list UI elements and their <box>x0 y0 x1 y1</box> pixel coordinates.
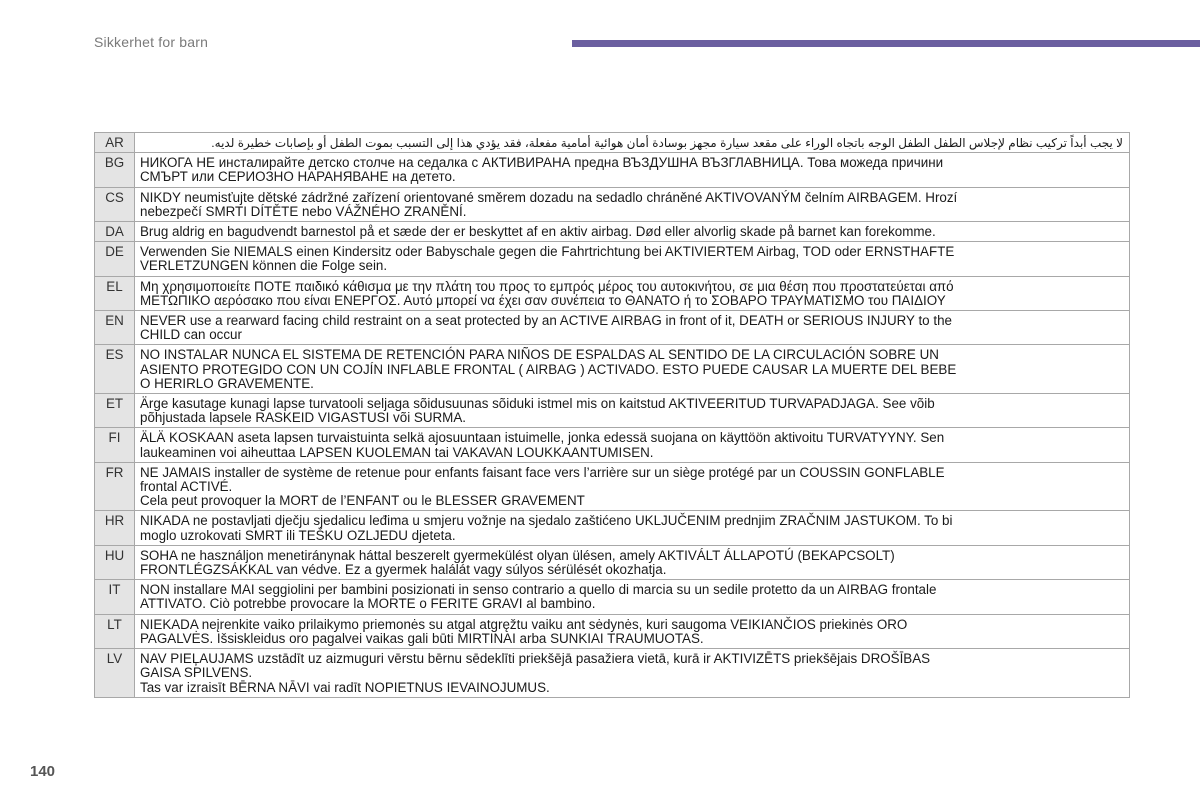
table-row <box>95 428 1130 462</box>
table-row <box>95 462 1130 511</box>
language-code: EL <box>95 276 135 310</box>
language-code: FR <box>95 462 135 511</box>
warning-text: НИКОГА НЕ инсталирайте детско столче на седалка с АКТИВИРАНА предна ВЪЗДУШНА ВЪЗГЛАВНИЦА. Това можеда причини СМЪРТ или СЕРИОЗНО НАРАНЯВАНЕ на детето. <box>135 153 1130 187</box>
table-row <box>95 276 1130 310</box>
warning-text: NO INSTALAR NUNCA EL SISTEMA DE RETENCIÓN PARA NIÑOS DE ESPALDAS AL SENTIDO DE LA CIRCULACIÓN SOBRE UN ASIENTO PROTEGIDO CON UN COJÍN INFLABLE FRONTAL ( AIRBAG ) ACTIVADO. ESTO PUEDE CAUSAR LA MUERTE DEL BEBE O HERIRLO GRAVEMENTE. <box>135 345 1130 394</box>
table-row <box>95 614 1130 648</box>
warning-text: NIEKADA neįrenkite vaiko prilaikymo priemonės su atgal atgręžtu vaiku ant sėdynės, kuri saugoma VEIKIANČIOS priekinės ORO PAGALVĖS. Išsiskleidus oro pagalvei vaikas gali būti MIRTINAI arba SUNKIAI TRAUMUOTAS. <box>135 614 1130 648</box>
language-code: DE <box>95 242 135 276</box>
warning-text: Μη χρησιμοποιείτε ΠΟΤΕ παιδικό κάθισμα με την πλάτη του προς το εμπρός μέρος του αυτοκινήτου, σε μια θέση που προστατεύεται από ΜΕΤΩΠΙΚΟ αερόσακο που είναι ΕΝΕΡΓΟΣ. Αυτό μπορεί να έχει σαν συνέπεια το ΘΑΝΑΤΟ ή το ΣΟΒΑΡΟ ΤΡΑΥΜΑΤΙΣΜΟ του ΠΑΙΔΙΟΥ <box>135 276 1130 310</box>
header-accent-bar <box>572 40 1200 47</box>
language-code: HU <box>95 545 135 579</box>
table-row <box>95 580 1130 614</box>
language-code: FI <box>95 428 135 462</box>
language-code: BG <box>95 153 135 187</box>
language-code: AR <box>95 133 135 153</box>
warning-text: Brug aldrig en bagudvendt barnestol på et sæde der er beskyttet af en aktiv airbag. Død eller alvorlig skade på barnet kan forekomme. <box>135 222 1130 242</box>
language-code: HR <box>95 511 135 545</box>
table-row <box>95 311 1130 345</box>
table-row <box>95 187 1130 221</box>
table-row <box>95 649 1130 698</box>
warning-text: NAV PIEĻAUJAMS uzstādīt uz aizmuguri vērstu bērnu sēdeklīti priekšējā pasažiera vietā, kurā ir AKTIVIZĒTS priekšējais DROŠĪBAS GAISA SPILVENS. Tas var izraisīt BĒRNA NĀVI vai radīt NOPIETNUS IEVAINOJUMUS. <box>135 649 1130 698</box>
warning-text: Ärge kasutage kunagi lapse turvatooli seljaga sõidusuunas sõiduki istmel mis on kaitstud AKTIVEERITUD TURVAPADJAGA. See võib põhjustada lapsele RASKEID VIGASTUSI või SURMA. <box>135 394 1130 428</box>
language-code: IT <box>95 580 135 614</box>
warning-text: ÄLÄ KOSKAAN aseta lapsen turvaistuinta selkä ajosuuntaan istuimelle, jonka edessä suojana on käyttöön aktivoitu TURVATYYNY. Sen laukeaminen voi aiheuttaa LAPSEN KUOLEMAN tai VAKAVAN LOUKKAANTUMISEN. <box>135 428 1130 462</box>
language-code: ET <box>95 394 135 428</box>
table-row <box>95 242 1130 276</box>
table-row <box>95 511 1130 545</box>
warning-text: NEVER use a rearward facing child restraint on a seat protected by an ACTIVE AIRBAG in front of it, DEATH or SERIOUS INJURY to the CHILD can occur <box>135 311 1130 345</box>
table-row <box>95 545 1130 579</box>
language-code: LT <box>95 614 135 648</box>
language-code: EN <box>95 311 135 345</box>
airbag-warning-table <box>94 132 1130 698</box>
language-code: CS <box>95 187 135 221</box>
warning-text: SOHA ne használjon menetiránynak háttal beszerelt gyermekülést olyan ülésen, amely AKTIVÁLT ÁLLAPOTÚ (BEKAPCSOLT) FRONTLÉGZSÁKKAL van védve. Ez a gyermek halálát vagy súlyos sérülését okozhatja. <box>135 545 1130 579</box>
warning-text: NE JAMAIS installer de système de retenue pour enfants faisant face vers l’arrière sur un siège protégé par un COUSSIN GONFLABLE frontal ACTIVÉ. Cela peut provoquer la MORT de l’ENFANT ou le BLESSER GRAVEMENT <box>135 462 1130 511</box>
table-row <box>95 345 1130 394</box>
table-row <box>95 394 1130 428</box>
table-row <box>95 222 1130 242</box>
language-code: LV <box>95 649 135 698</box>
language-code: DA <box>95 222 135 242</box>
warning-text: لا يجب أبداً تركيب نظام لإجلاس الطفل الطفل الوجه باتجاه الوراء على مقعد سيارة مجهز بوسادة أمان هوائية أمامية مفعلة، فقد يؤدي هذا إلى التسبب بموت الطفل أو بإصابات خطيرة لديه. <box>135 133 1130 153</box>
page-number: 140 <box>30 763 56 780</box>
table-row <box>95 153 1130 187</box>
section-title: Sikkerhet for barn <box>94 34 209 50</box>
language-code: ES <box>95 345 135 394</box>
warning-text: NON installare MAI seggiolini per bambini posizionati in senso contrario a quello di marcia su un sedile protetto da un AIRBAG frontale ATTIVATO. Ciò potrebbe provocare la MORTE o FERITE GRAVI al bambino. <box>135 580 1130 614</box>
table-row <box>95 133 1130 153</box>
warning-text: NIKDY neumisťujte dětské zádržné zařízení orientované směrem dozadu na sedadlo chráněné AKTIVOVANÝM čelním AIRBAGEM. Hrozí nebezpečí SMRTI DÍTĚTE nebo VÁŽNÉHO ZRANĚNÍ. <box>135 187 1130 221</box>
warning-text: NIKADA ne postavljati dječju sjedalicu leđima u smjeru vožnje na sjedalo zaštićeno UKLJUČENIM prednjim ZRAČNIM JASTUKOM. To bi moglo uzrokovati SMRT ili TEŠKU OZLJEDU djeteta. <box>135 511 1130 545</box>
warning-text: Verwenden Sie NIEMALS einen Kindersitz oder Babyschale gegen die Fahrtrichtung bei AKTIVIERTEM Airbag, TOD oder ERNSTHAFTE VERLETZUNGEN können die Folge sein. <box>135 242 1130 276</box>
